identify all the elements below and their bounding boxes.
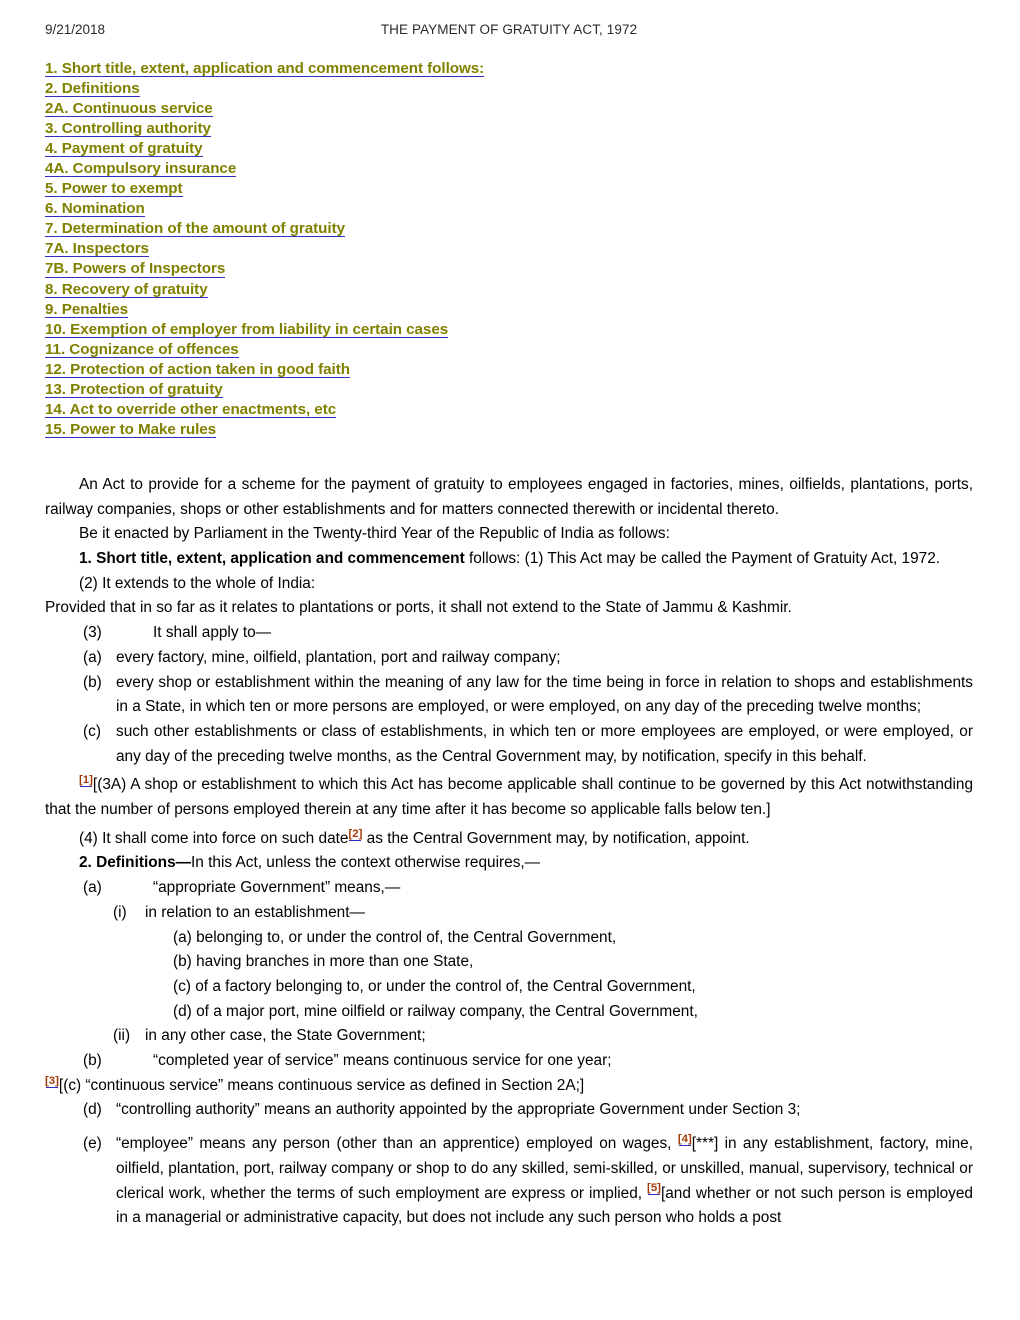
clause-text: It shall apply to— bbox=[153, 624, 272, 642]
section-1-sub-4-before: (4) It shall come into force on such date bbox=[79, 829, 349, 847]
clause-marker: (b) bbox=[83, 673, 102, 691]
toc-link-6[interactable]: 6. Nomination bbox=[45, 199, 145, 219]
clause-marker: (ii) bbox=[113, 1027, 131, 1045]
section-2-clause-a-i-b bbox=[45, 950, 973, 975]
section-1-sub-3a bbox=[45, 773, 973, 822]
footnote-ref-3[interactable]: [3] bbox=[45, 1074, 59, 1087]
clause-marker: (b) bbox=[83, 1052, 102, 1070]
toc-link-3[interactable]: 3. Controlling authority bbox=[45, 119, 211, 139]
header-date: 9/21/2018 bbox=[45, 22, 106, 37]
toc-link-2[interactable]: 2. Definitions bbox=[45, 79, 140, 99]
toc-link-7b[interactable]: 7B. Powers of Inspectors bbox=[45, 259, 225, 279]
toc-link-15[interactable]: 15. Power to Make rules bbox=[45, 420, 216, 440]
clause-marker: (e) bbox=[83, 1135, 102, 1153]
toc-link-11[interactable]: 11. Cognizance of offences bbox=[45, 340, 239, 360]
clause-text: “appropriate Government” means,— bbox=[153, 879, 401, 897]
toc-link-13[interactable]: 13. Protection of gratuity bbox=[45, 380, 223, 400]
running-header bbox=[45, 22, 973, 50]
clause-text: “controlling authority” means an authority appointed by the appropriate Government under Section 3; bbox=[116, 1101, 801, 1119]
section-2-paragraph bbox=[45, 851, 973, 876]
section-2-clause-a-i-a bbox=[45, 926, 973, 951]
toc-link-12[interactable]: 12. Protection of action taken in good faith bbox=[45, 360, 350, 380]
section-2-clause-b bbox=[45, 1049, 973, 1074]
clause-text: in any other case, the State Government; bbox=[145, 1027, 426, 1045]
section-1-sub-3a-text: [(3A) A shop or establishment to which this Act has become applicable shall continue to be governed by this Act notwithstanding that the number of persons employed therein at any time after it has become so applicable falls below ten.] bbox=[45, 776, 973, 819]
table-of-contents bbox=[45, 59, 973, 440]
clause-marker: (a) bbox=[83, 879, 102, 897]
toc-link-7a[interactable]: 7A. Inspectors bbox=[45, 239, 149, 259]
toc-link-14[interactable]: 14. Act to override other enactments, etc bbox=[45, 400, 336, 420]
footnote-ref-2[interactable]: [2] bbox=[348, 827, 363, 840]
spacer bbox=[45, 1123, 973, 1132]
toc-link-8[interactable]: 8. Recovery of gratuity bbox=[45, 280, 208, 300]
section-1-paragraph bbox=[45, 547, 973, 572]
section-1-sub-3 bbox=[45, 621, 973, 646]
section-2-heading: 2. Definitions— bbox=[79, 854, 192, 872]
section-1-sub-4 bbox=[45, 827, 973, 852]
section-2-clause-c bbox=[45, 1074, 973, 1099]
clause-text: every shop or establishment within the meaning of any law for the time being in force in relation to shops and establishments in a State, in which ten or more persons are employed, or were employed, on any day of the preceding twelve months; bbox=[116, 673, 973, 716]
clause-text bbox=[116, 1132, 973, 1231]
toc-link-4[interactable]: 4. Payment of gratuity bbox=[45, 139, 203, 159]
toc-link-1[interactable]: 1. Short title, extent, application and commencement follows: bbox=[45, 59, 484, 79]
section-1-heading: 1. Short title, extent, application and commencement bbox=[79, 550, 465, 567]
clause-marker: (d) bbox=[83, 1101, 102, 1119]
toc-link-5[interactable]: 5. Power to exempt bbox=[45, 179, 183, 199]
section-2-lead: In this Act, unless the context otherwise requires,— bbox=[191, 854, 541, 872]
section-2-clause-a bbox=[45, 876, 973, 901]
clause-text: every factory, mine, oilfield, plantation, port and railway company; bbox=[116, 648, 561, 666]
clause-text: (b) having branches in more than one State, bbox=[173, 953, 474, 971]
clause-text: “completed year of service” means continuous service for one year; bbox=[153, 1052, 612, 1070]
clause-text: in relation to an establishment— bbox=[145, 903, 365, 921]
section-1-clause-b bbox=[45, 671, 973, 720]
section-1-sub-2: (2) It extends to the whole of India: bbox=[79, 574, 316, 592]
toc-link-10[interactable]: 10. Exemption of employer from liability in certain cases bbox=[45, 320, 448, 340]
section-1-clause-c bbox=[45, 720, 973, 769]
section-2-clause-e-part-1: “employee” means any person (other than an apprentice) employed on wages, bbox=[116, 1135, 678, 1153]
clause-marker: (3) bbox=[83, 624, 102, 642]
footnote-ref-1[interactable]: [1] bbox=[79, 774, 93, 787]
clause-text: such other establishments or class of establishments, in which ten or more employees are employed, or were employed, or any day of the preceding twelve months, as the Central Government may, by notification, specify in this behalf. bbox=[116, 722, 973, 765]
header-title: THE PAYMENT OF GRATUITY ACT, 1972 bbox=[380, 22, 638, 37]
enacting-formula: Be it enacted by Parliament in the Twenty-third Year of the Republic of India as follows: bbox=[79, 525, 670, 543]
clause-text: (a) belonging to, or under the control of, the Central Government, bbox=[173, 928, 617, 946]
section-2-clause-a-i bbox=[45, 901, 973, 926]
clause-marker: (a) bbox=[83, 648, 102, 666]
toc-link-4a[interactable]: 4A. Compulsory insurance bbox=[45, 159, 236, 179]
clause-text: (c) of a factory belonging to, or under the control of, the Central Government, bbox=[173, 977, 696, 995]
section-2-clause-e bbox=[45, 1132, 973, 1231]
section-2-clause-d bbox=[45, 1098, 973, 1123]
footnote-ref-5[interactable]: [5] bbox=[647, 1182, 661, 1195]
footnote-ref-4[interactable]: [4] bbox=[677, 1133, 692, 1146]
toc-link-9[interactable]: 9. Penalties bbox=[45, 300, 128, 320]
section-2-clause-c-text: [(c) “continuous service” means continuous service as defined in Section 2A;] bbox=[58, 1076, 585, 1094]
section-1-sub-1: follows: (1) This Act may be called the Payment of Gratuity Act, 1972. bbox=[464, 550, 941, 567]
section-1-clause-a bbox=[45, 646, 973, 671]
clause-text: (d) of a major port, mine oilfield or railway company, the Central Government, bbox=[173, 1002, 698, 1020]
section-2-clause-a-i-c bbox=[45, 975, 973, 1000]
section-2-clause-a-ii bbox=[45, 1024, 973, 1049]
toc-link-2a[interactable]: 2A. Continuous service bbox=[45, 99, 213, 119]
document-body bbox=[45, 473, 973, 1231]
preamble-paragraph: An Act to provide for a scheme for the payment of gratuity to employees engaged in factories, mines, oilfields, plantations, ports, railway companies, shops or other establishments and for matters connected therewith or incidental thereto. bbox=[45, 475, 973, 518]
clause-marker: (i) bbox=[113, 903, 127, 921]
section-2-clause-e-part-2: [***] in any establishment, factory, mine, oilfield, plantation, port, railway company or shop to do any skilled, semi-skilled, or unskilled, manual, supervisory, technical or clerical work, whether the terms of such employment are express or implied, bbox=[116, 1135, 973, 1202]
section-1-proviso: Provided that in so far as it relates to plantations or ports, it shall not extend to the State of Jammu & Kashmir. bbox=[45, 599, 792, 617]
section-1-sub-4-after: as the Central Government may, by notification, appoint. bbox=[362, 829, 750, 847]
toc-link-7[interactable]: 7. Determination of the amount of gratuity bbox=[45, 219, 345, 239]
section-2-clause-e-part-3: [and whether or not such person is employed in a managerial or administrative capacity, but does not include any such person who holds a post bbox=[116, 1184, 973, 1227]
section-2-clause-a-i-d bbox=[45, 1000, 973, 1025]
clause-marker: (c) bbox=[83, 722, 101, 740]
